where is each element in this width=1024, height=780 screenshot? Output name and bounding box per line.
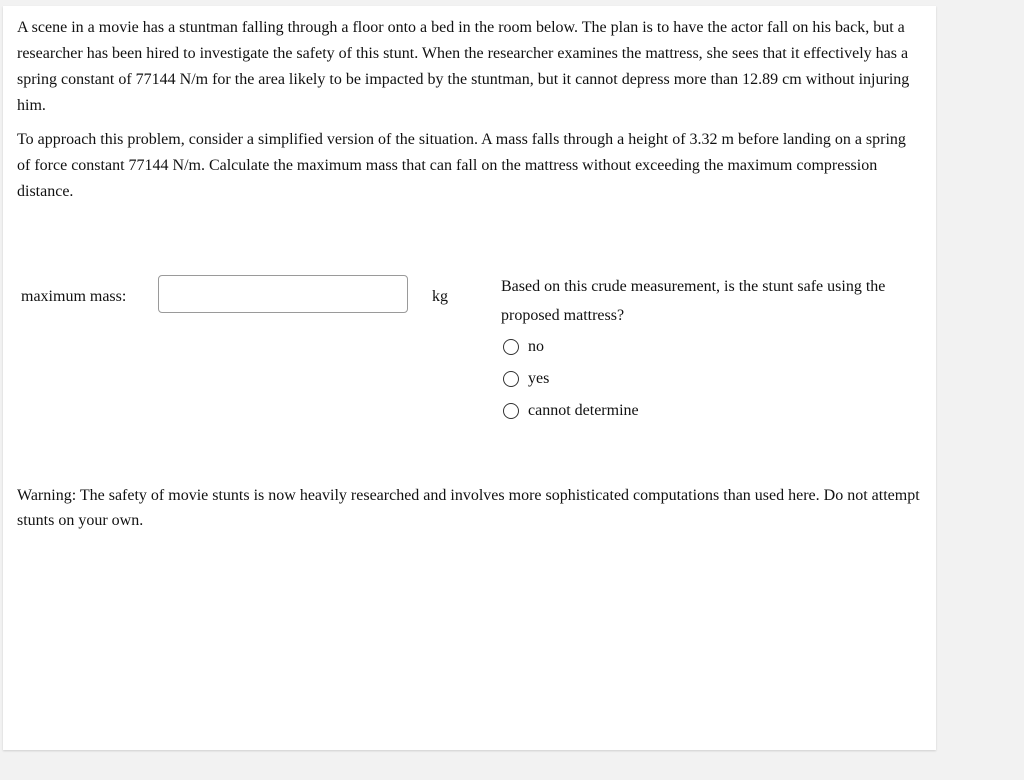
radio-yes[interactable] [503,371,519,387]
mass-unit-label: kg [432,288,448,305]
question-card [3,6,936,750]
option-yes-label: yes [528,370,550,387]
maximum-mass-label: maximum mass: [21,288,127,305]
warning-text: Warning: The safety of movie stunts is now heavily researched and involves more sophisticated computations than used here. Do not attempt stunts on your own. [17,487,920,529]
radio-cannot-determine[interactable] [503,403,519,419]
option-cannot-determine[interactable] [503,395,639,427]
problem-paragraph-1: A scene in a movie has a stuntman falling through a floor onto a bed in the room below. The plan is to have the actor fall on his back, but a researcher has been hired to investigate the safety of this stunt. When the researcher examines the mattress, she sees that it effectively has a spring constant of 77144 N/m for the area likely to be impacted by the stuntman, but it cannot depress more than 12.89 cm without injuring him. [17,19,910,114]
option-no[interactable] [503,331,639,363]
safety-question-prompt: Based on this crude measurement, is the stunt safe using the proposed mattress? [501,278,886,324]
option-cannot-determine-label: cannot determine [528,402,639,419]
maximum-mass-input[interactable] [158,275,408,313]
option-yes[interactable] [503,363,639,395]
safety-options-group [503,331,639,427]
problem-paragraph-2: To approach this problem, consider a simplified version of the situation. A mass falls through a height of 3.32 m before landing on a spring of force constant 77144 N/m. Calculate the maximum mass that can fall on the mattress without exceeding the maximum compression distance. [17,131,906,200]
radio-no[interactable] [503,339,519,355]
option-no-label: no [528,338,544,355]
